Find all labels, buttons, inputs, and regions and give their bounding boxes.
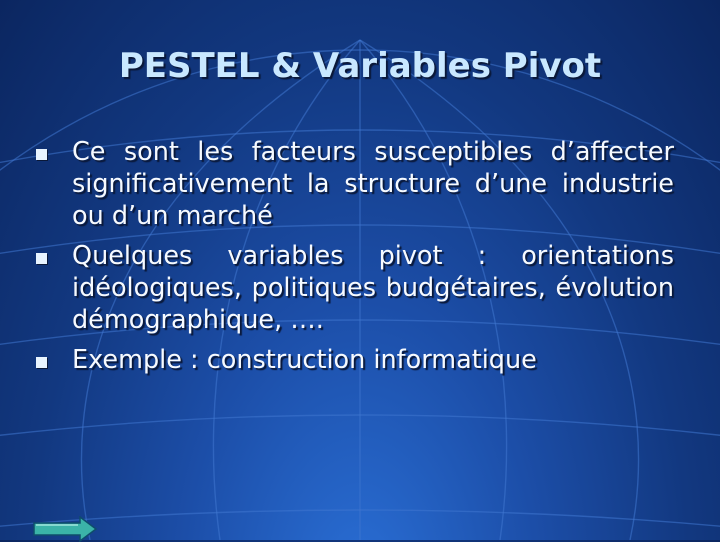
bullet-item [34, 344, 674, 376]
bullet-text: Quelques variables pivot : orientations idéologiques, politiques budgétaires, évolution démographique, …. [72, 241, 674, 335]
square-bullet-icon [36, 149, 47, 160]
bullet-text: Ce sont les facteurs susceptibles d’affecter significativement la structure d’une industrie ou d’un marché [72, 137, 674, 231]
bullet-item [34, 136, 674, 232]
slide-title: PESTEL & Variables Pivot [118, 46, 602, 86]
bullet-text: Exemple : construction informatique [72, 345, 537, 375]
square-bullet-icon [36, 253, 47, 264]
square-bullet-icon [36, 357, 47, 368]
bullet-list [34, 136, 674, 384]
right-arrow-icon[interactable] [32, 516, 98, 542]
bullet-item [34, 240, 674, 336]
